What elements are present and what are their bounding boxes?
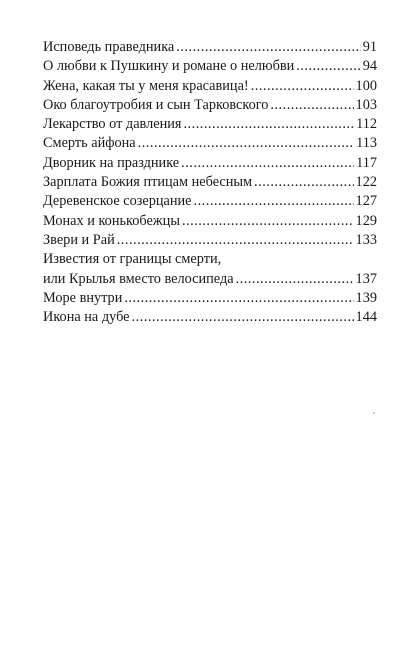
dot-leader (194, 192, 354, 211)
toc-entry[interactable] (43, 173, 377, 192)
toc-entry-title-line1: Известия от границы смерти, (43, 251, 222, 268)
dot-leader (270, 96, 353, 115)
toc-entry[interactable] (43, 154, 377, 173)
toc-entry-title: Звери и Рай (43, 231, 115, 248)
toc-entry-page: 112 (356, 116, 377, 133)
toc-entry-title: Икона на дубе (43, 309, 130, 326)
toc-entry-title-line2: или Крылья вместо велосипеда (43, 270, 234, 287)
toc-entry-page: 137 (355, 270, 377, 287)
toc-entry-page: 144 (355, 309, 377, 326)
toc-entry-title: Дворник на празднике (43, 154, 180, 171)
toc-entry[interactable] (43, 134, 377, 153)
toc-entry-page: 117 (356, 154, 377, 171)
print-speck (373, 412, 375, 414)
toc-entry-page: 100 (355, 77, 377, 94)
toc-entry[interactable] (43, 115, 377, 134)
toc-entry[interactable] (43, 57, 377, 76)
toc-entry[interactable] (43, 308, 377, 327)
toc-entry-title: Исповедь праведника (43, 39, 175, 55)
toc-entry-page: 122 (355, 174, 377, 191)
dot-leader (138, 134, 354, 153)
toc-entry[interactable] (43, 289, 377, 308)
toc-entry[interactable] (43, 77, 377, 96)
toc-entry-page: 113 (356, 135, 377, 152)
dot-leader (182, 212, 354, 231)
toc-entry-title: Лекарство от давления (43, 116, 182, 133)
toc-entry[interactable] (43, 192, 377, 211)
dot-leader (236, 270, 354, 289)
dot-leader (132, 308, 354, 327)
toc-entry-title: Монах и конькобежцы (43, 212, 180, 229)
toc-entry-page: 129 (355, 212, 377, 229)
dot-leader (183, 115, 354, 134)
toc-entry-page: 127 (355, 193, 377, 210)
toc-entry-title: Море внутри (43, 289, 123, 306)
toc-entry-title: Смерть айфона (43, 135, 136, 152)
toc-entry-title: О любви к Пушкину и романе о нелюбви (43, 58, 295, 75)
dot-leader (254, 173, 354, 192)
toc-entry-title: Зарплата Божия птицам небесным (43, 174, 253, 191)
toc-entry-page: 139 (355, 289, 377, 306)
dot-leader (124, 289, 353, 308)
toc-entry-page: 103 (355, 96, 377, 113)
toc-entry-multiline[interactable] (43, 250, 377, 289)
dot-leader (176, 38, 360, 57)
dot-leader (181, 154, 354, 173)
dot-leader (251, 77, 354, 96)
toc-entry-page: 91 (362, 39, 377, 55)
toc-entry[interactable] (43, 212, 377, 231)
toc-entry-page: 133 (355, 231, 377, 248)
dot-leader (296, 57, 360, 76)
toc-entry-page: 94 (362, 58, 377, 75)
dot-leader (117, 231, 354, 250)
table-of-contents (43, 38, 377, 327)
toc-entry-title: Око благоутробия и сын Тарковского (43, 96, 269, 113)
toc-entry[interactable] (43, 231, 377, 250)
toc-entry[interactable] (43, 38, 377, 57)
toc-entry-title: Деревенское созерцание (43, 193, 192, 210)
toc-entry-title: Жена, какая ты у меня красавица! (43, 77, 249, 94)
toc-entry[interactable] (43, 96, 377, 115)
